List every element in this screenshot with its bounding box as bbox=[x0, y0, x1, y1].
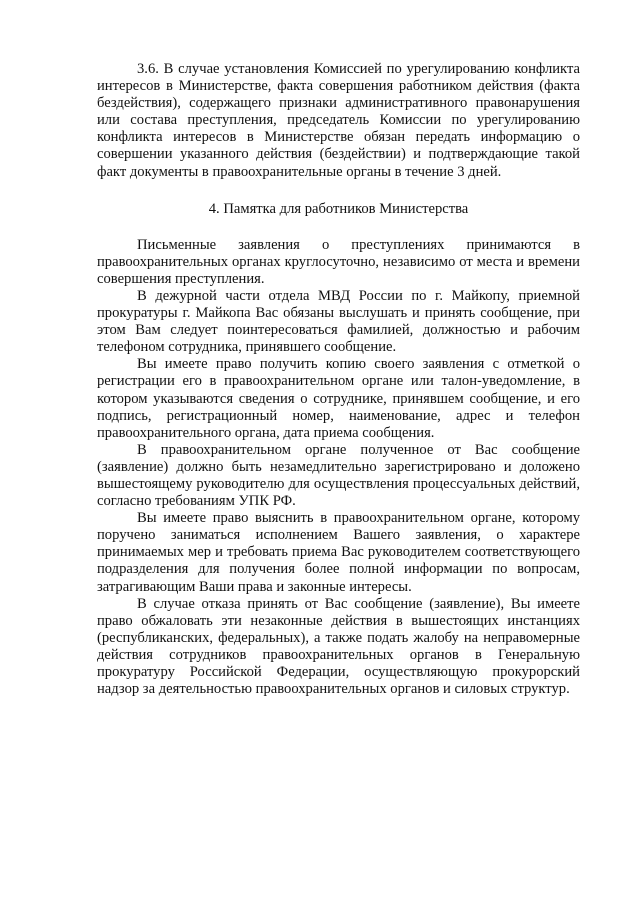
clause-3-6-paragraph: 3.6. В случае установления Комиссией по урегулированию конфликта интересов в Министерстве, факта совершения работником действия (факта бездействия), содержащего признаки административного правонарушения или состава преступления, председатель Комиссии по урегулированию конфликта интересов в Министерстве обязан передать информацию о совершении указанного действия (бездействии) и подтверждающие такой факт документы в правоохранительные органы в течение 3 дней. bbox=[97, 61, 580, 180]
memo-paragraph-5: Вы имеете право выяснить в правоохранительном органе, которому поручено заниматься исполнением Вашего заявления, о характере принимаемых мер и требовать приема Вас руководителем соответствующего подразделения для получения более полной информации по вопросам, затрагивающим Ваши права и законные интересы. bbox=[97, 510, 580, 595]
memo-paragraph-4: В правоохранительном органе полученное от Вас сообщение (заявление) должно быть незамедлительно зарегистрировано и доложено вышестоящему руководителю для осуществления процессуальных действий, согласно требованиям УПК РФ. bbox=[97, 441, 580, 510]
memo-paragraph-6: В случае отказа принять от Вас сообщение (заявление), Вы имеете право обжаловать эти незаконные действия в вышестоящих инстанциях (республиканских, федеральных), а также подать жалобу на неправомерные действия сотрудников правоохранительных органов в Генеральную прокуратуру Российской Федерации, осуществляющую прокурорский надзор за деятельностью правоохранительных органов и силовых структур. bbox=[97, 595, 580, 698]
section-4-title: 4. Памятка для работников Министерства bbox=[208, 200, 469, 217]
document-page bbox=[97, 61, 580, 698]
memo-paragraph-1: Письменные заявления о преступлениях принимаются в правоохранительных органах круглосуточно, независимо от места и времени совершения преступления. bbox=[97, 236, 580, 287]
memo-paragraph-3: Вы имеете право получить копию своего заявления с отметкой о регистрации его в правоохранительном органе или талон-уведомление, в котором указываются сведения о сотруднике, принявшем сообщение, и его подпись, регистрационный номер, наименование, адрес и телефон правоохранительного органа, дата приема сообщения. bbox=[97, 356, 580, 441]
memo-paragraph-2: В дежурной части отдела МВД России по г. Майкопу, приемной прокуратуры г. Майкопа Вас обязаны выслушать и принять сообщение, при этом Вам следует поинтересоваться фамилией, должностью и рабочим телефоном сотрудника, принявшего сообщение. bbox=[97, 287, 580, 356]
